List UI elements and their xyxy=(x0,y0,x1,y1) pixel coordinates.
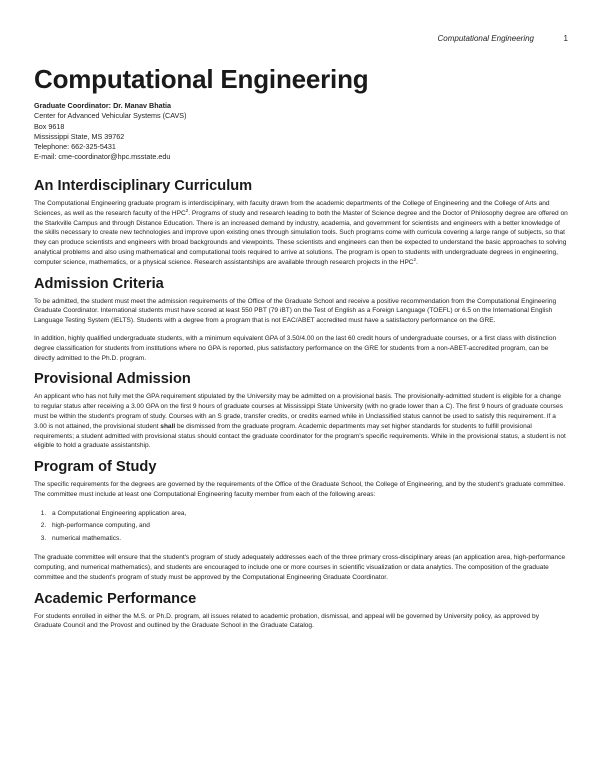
list-item: 1. a Computational Engineering application area, xyxy=(48,508,568,521)
heading-provisional: Provisional Admission xyxy=(34,371,191,388)
content-flow xyxy=(34,178,568,639)
provisional-shall: shall xyxy=(160,422,176,430)
performance-paragraph: For students enrolled in either the M.S. or Ph.D. program, all issues related to academic probation, dismissal, and appeal will be governed by University policy, as approved by Graduate Council and the Provost and outlined by the Graduate School in the Graduate Catalog. xyxy=(34,612,539,630)
admission-paragraph-1: To be admitted, the student must meet the admission requirements of the Office of the Graduate School and receive a positive recommendation from the Computational Engineering Graduate Coordinator. International students must have scored at least 550 PBT (79 iBT) on the Test of English as a Foreign Language (TOEFL) or 6.5 on the International English Language Testing System (IELTS). Students with a degree from a program that is not EAC/ABET accredited must have a satisfactory performance on the GRE. xyxy=(34,297,557,325)
provisional-text-b: be dismissed from the graduate program. Academic departments may set higher standards for students to fulfill provisional requirements; a student admitted with provisional status should contact the graduate coordinator for the program's specific requirements. While in the provisional status, a student is not eligible to hold a graduate assistantship. xyxy=(34,422,566,450)
admission-paragraph-2: In addition, highly qualified undergraduate students, with a minimum equivalent GPA of 3.50/4.00 on the last 60 credit hours of undergraduate courses, or a first class with distinction degree classification for students from institutions where no GPA is reported, plus satisfactory performance on the GRE for students from a non-ABET-accredited program, can be directly admitted to the Ph.D. program. xyxy=(34,334,557,362)
study-paragraph-2: The graduate committee will ensure that the student's program of study adequately addresses each of the three primary cross-disciplinary areas (an application area, high-performance computing, and numerical mathematics), and students are encouraged to include one or more courses in scientific visualization or data analytics. The composition of the graduate committee and the student's program of study must be approved by the Computational Engineering Graduate Coordinator. xyxy=(34,554,566,581)
coordinator-line: Graduate Coordinator: Dr. Manav Bhatia xyxy=(34,101,171,110)
heading-admission: Admission Criteria xyxy=(34,275,164,292)
heading-performance: Academic Performance xyxy=(34,590,197,607)
list-item: 3. numerical mathematics. xyxy=(48,533,568,546)
curriculum-text-a: The Computational Engineering graduate program is interdisciplinary, with faculty drawn from the academic departments of the College of Engineering and the College of Arts and Sciences, as well as the research faculty of the HPC xyxy=(34,200,550,217)
curriculum-text-c: . xyxy=(416,258,418,266)
heading-study: Program of Study xyxy=(34,459,157,476)
study-paragraph-1: The specific requirements for the degrees are governed by the requirements of the Office of the Graduate School, the College of Engineering, and by the student's graduate committee. The committee must include at least one Computational Engineering faculty member from each of the following areas: xyxy=(34,481,566,498)
areas-list xyxy=(34,508,568,546)
provisional-paragraph xyxy=(34,392,568,451)
contact-block xyxy=(34,101,186,163)
list-item: 2. high-performance computing, and xyxy=(48,520,568,533)
section-admission xyxy=(34,276,568,364)
page-number: 1 xyxy=(563,34,568,43)
running-header-title: Computational Engineering xyxy=(437,34,534,43)
provisional-text-a: An applicant who has not fully met the GPA requirement stipulated by the University may be admitted on a provisional basis. The provisionally-admitted student is eligible for a change to regular status after receiving a 3.00 GPA on the first 9 hours of graduate courses at Mississippi State University (with no grade lower than a C). The first 9 hours of graduate courses must be within the student's program of study. Courses with an S grade, transfer credits, or credits earned while in Unclassified status cannot be used to satisfy this requirement. If a 3.00 is not attained, the provisional student xyxy=(34,393,563,430)
city-line: Mississippi State, MS 39762 xyxy=(34,131,125,141)
section-curriculum xyxy=(34,178,568,268)
superscript-2: 2 xyxy=(413,256,417,262)
email-line: E-mail: cme-coordinator@hpc.msstate.edu xyxy=(34,152,171,162)
section-study xyxy=(34,459,568,582)
center-line: Center for Advanced Vehicular Systems (CAVS) xyxy=(34,111,187,121)
page-title: Computational Engineering xyxy=(34,64,369,94)
section-performance xyxy=(34,591,568,632)
curriculum-text-b: . Programs of study and research leading to both the Master of Science degree and the Doctor of Philosophy degree are offered on the Starkville Campus and through Distance Education. There is an increased demand by industry, academia, and government for scientists and engineers with a better knowledge of the skills necessary to create new technologies and improve upon existing ones through simulation tools. Such programs come with curricula covering a large range of subjects, so that they can produce scientists and engineers with broad backgrounds and viewpoints. These scientists and engineers can then be expected to understand the basic approaches to solving analytical problems and also using mathematical and computational tools required to arrive at solutions. The program is open to students with undergraduate degrees in engineering, computer science, mathematics, or a physical science. Research assistantships are available through research projects in the HPC xyxy=(34,209,568,266)
curriculum-paragraph xyxy=(34,199,568,268)
section-provisional xyxy=(34,371,568,451)
superscript-2: 2 xyxy=(185,207,189,213)
box-line: Box 9618 xyxy=(34,121,65,131)
heading-curriculum: An Interdisciplinary Curriculum xyxy=(34,178,253,194)
telephone-line: Telephone: 662-325-5431 xyxy=(34,142,116,152)
